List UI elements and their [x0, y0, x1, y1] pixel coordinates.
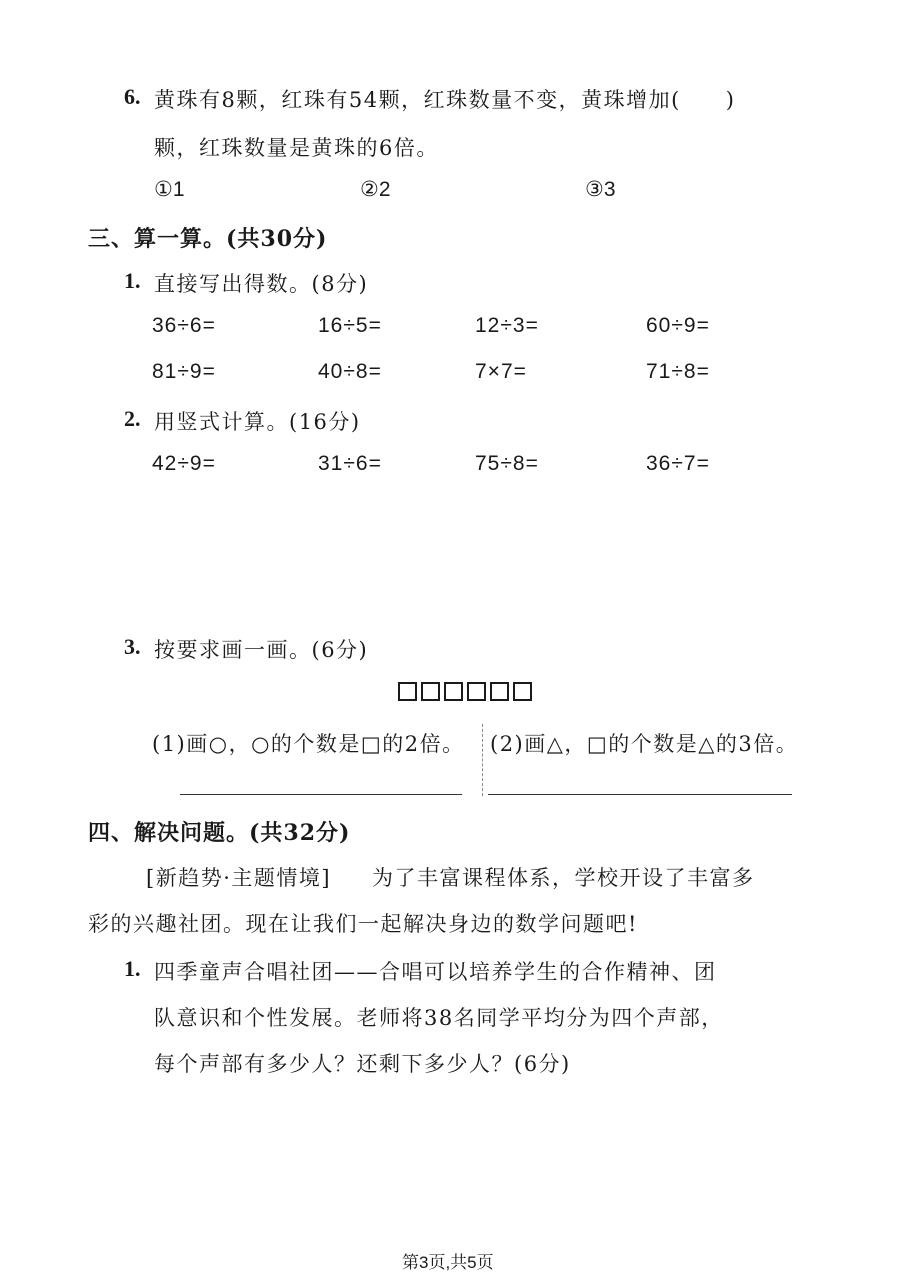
equation: 42÷9=	[152, 452, 216, 475]
q6-option-1: ①1	[154, 178, 185, 201]
equation: 31÷6=	[318, 452, 382, 475]
page-footer: 第3页,共5页	[402, 1253, 494, 1272]
q6-number: 6.	[124, 84, 141, 109]
square-box	[513, 682, 532, 701]
theme-tag: [新趋势·主题情境]	[146, 866, 332, 890]
s3-q3-number: 3.	[124, 634, 141, 659]
equation: 40÷8=	[318, 360, 382, 383]
square-box	[467, 682, 486, 701]
s4-q1-line1: 四季童声合唱社团——合唱可以培养学生的合作精神、团	[154, 960, 717, 984]
s3-q1-number: 1.	[124, 268, 141, 293]
intro-line2: 彩的兴趣社团。现在让我们一起解决身边的数学问题吧!	[88, 912, 638, 936]
section3-title: 三、算一算。(共30分)	[88, 226, 328, 252]
s3-q3-part1: (1)画○，○的个数是□的2倍。	[152, 732, 465, 756]
q6-option-3: ③3	[585, 178, 616, 201]
square-row	[398, 682, 532, 701]
equation: 7×7=	[475, 360, 527, 383]
answer-line-2	[488, 794, 792, 795]
equation: 36÷6=	[152, 314, 216, 337]
square-box	[421, 682, 440, 701]
s3-q3-text: 按要求画一画。(6分)	[154, 638, 369, 662]
answer-line-1	[180, 794, 462, 795]
intro-line1: 为了丰富课程体系，学校开设了丰富多	[372, 866, 755, 890]
equation: 81÷9=	[152, 360, 216, 383]
equation: 71÷8=	[646, 360, 710, 383]
s3-q3-part2: (2)画△，□的个数是△的3倍。	[490, 732, 799, 756]
equation: 75÷8=	[475, 452, 539, 475]
s4-q1-line2: 队意识和个性发展。老师将38名同学平均分为四个声部，	[154, 1006, 724, 1030]
square-box	[398, 682, 417, 701]
equation: 36÷7=	[646, 452, 710, 475]
section4-title: 四、解决问题。(共32分)	[88, 820, 351, 846]
s3-q2-text: 用竖式计算。(16分)	[154, 410, 361, 434]
s3-q2-number: 2.	[124, 406, 141, 431]
square-box	[490, 682, 509, 701]
square-box	[444, 682, 463, 701]
s3-q1-text: 直接写出得数。(8分)	[154, 272, 369, 296]
equation: 12÷3=	[475, 314, 539, 337]
s4-q1-line3: 每个声部有多少人？还剩下多少人？(6分)	[154, 1052, 571, 1076]
s4-q1-number: 1.	[124, 956, 141, 981]
q6-option-2: ②2	[360, 178, 391, 201]
q6-text-line2: 颗，红珠数量是黄珠的6倍。	[154, 136, 439, 160]
equation: 60÷9=	[646, 314, 710, 337]
equation: 16÷5=	[318, 314, 382, 337]
divider	[482, 724, 483, 796]
q6-text-line1: 黄珠有8颗，红珠有54颗，红珠数量不变，黄珠增加( )	[154, 88, 736, 112]
